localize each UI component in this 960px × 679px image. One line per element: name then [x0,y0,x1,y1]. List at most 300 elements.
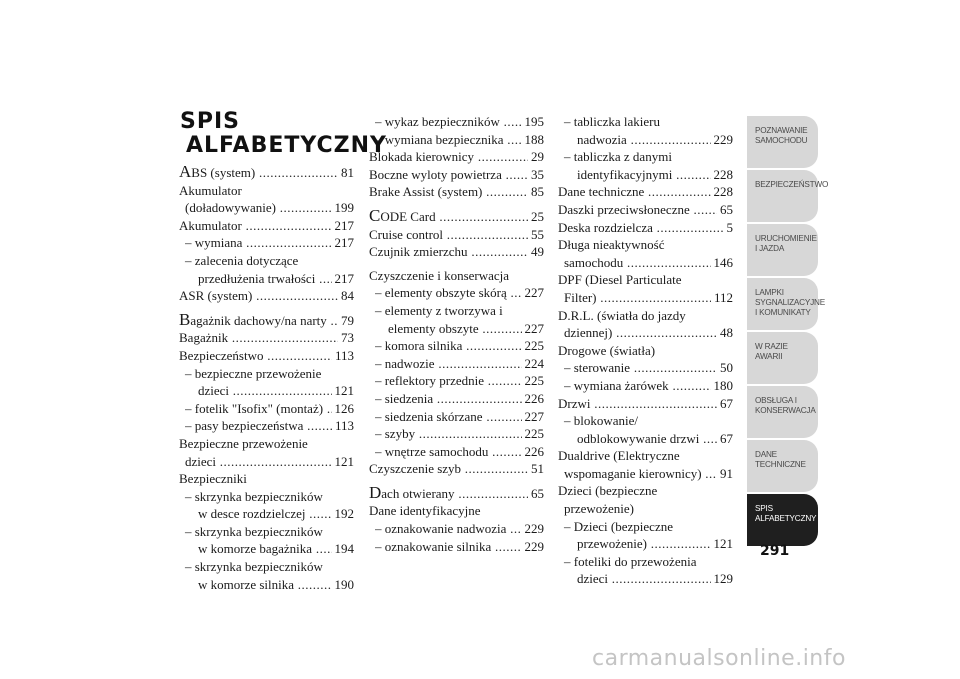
index-entry-label: Dane techniczne [558,184,645,200]
index-page-ref: 225 [524,426,544,442]
index-entry [369,226,544,244]
index-entry-head: Dzieci (bezpieczne [558,483,658,499]
index-entry-leader [558,183,711,201]
index-entry-row [179,311,354,330]
index-page-ref: 113 [334,418,354,434]
index-entry-leader [369,243,528,261]
index-entry [369,484,544,503]
index-entry-head: – foteliki do przewożenia [564,553,697,569]
index-entry-row [369,538,544,556]
index-entry [369,372,544,390]
index-page-ref: 180 [713,377,733,393]
index-entry-label: nadwozia [577,131,627,147]
index-entry-label: – reflektory przednie [375,373,485,389]
index-page-ref: 227 [524,320,544,336]
index-entry-row [558,535,733,553]
index-page-ref: 226 [524,390,544,406]
index-entry-leader [185,400,332,418]
index-page-ref: 190 [334,576,354,592]
index-page-ref: 65 [531,485,544,501]
index-entry-row [369,226,544,244]
index-entry-leader [375,113,522,131]
index-entry-label: w komorze bagażnika [198,541,313,557]
index-entry-leader [179,347,332,365]
index-entry-row [369,183,544,201]
index-entry-row [369,408,544,426]
index-page-ref: 224 [524,355,544,371]
index-entry-label: – wymiana [185,235,243,251]
index-page-ref: 67 [720,430,733,446]
index-entry-label: – wykaz bezpieczników [375,114,500,129]
index-entry-leader [198,270,332,288]
index-entry [179,252,354,287]
index-entry-row [558,377,733,395]
index-entry-head: Akumulator [179,182,242,198]
index-page-ref: 91 [720,465,733,481]
index-page-ref: 51 [531,461,544,477]
index-entry-row [179,347,354,365]
index-entry [369,243,544,261]
index-entry-head: Czyszczenie i konserwacja [369,267,510,283]
index-entry [179,287,354,305]
index-column-2 [369,113,544,555]
index-entry-label: Boczne wyloty powietrza [369,166,502,182]
index-entry [558,518,733,553]
index-entry [558,553,733,588]
index-page-ref: 227 [524,408,544,424]
index-page-ref: 73 [341,330,354,346]
index-entry [558,359,733,377]
index-entry [179,217,354,235]
index-entry [179,488,354,523]
index-entry-leader [185,234,332,252]
index-entry-row [558,183,733,201]
index-entry-leader [375,390,522,408]
index-entry-row [179,287,354,305]
index-entry-leader [179,287,338,305]
index-page-ref: 121 [713,536,733,552]
index-entry-label: – siedzenia [375,390,434,406]
index-page-ref: 79 [341,312,354,328]
index-entry-head: – tabliczka z danymi [564,149,672,165]
index-entry [179,523,354,558]
index-entry [369,425,544,443]
index-entry [369,520,544,538]
index-column-3 [558,113,733,588]
index-page-ref: 81 [341,165,354,180]
index-page-ref: 29 [531,149,544,165]
index-entry-leader [185,199,332,217]
index-entry-leader [179,217,332,235]
index-entry-label: Filter) [564,289,597,305]
index-entry-row [558,570,733,588]
index-entry-leader [198,505,332,523]
index-entry [369,538,544,556]
index-entry-leader [564,324,717,342]
index-entry-leader [388,320,522,338]
index-page-ref: 121 [334,453,354,469]
index-page-ref: 199 [334,200,354,216]
index-drop-letter: B [179,310,191,329]
chapter-tab[interactable]: DANE TECHNICZNE [747,440,818,492]
index-entry-row [558,201,733,219]
index-entry [558,236,733,271]
index-page-ref: 48 [720,325,733,341]
index-entry-label: ASR (system) [179,288,253,304]
index-entry-row [369,520,544,538]
watermark: carmanualsonline.info [592,646,846,671]
index-entry-row [369,166,544,184]
index-entry-head: – bezpieczne przewożenie [185,365,322,381]
index-entry-head: Drogowe (światła) [558,342,656,358]
page-number: 291 [760,543,790,559]
index-entry-leader [558,219,724,237]
index-entry-row [179,382,354,400]
index-entry-leader [179,329,338,347]
index-entry [369,267,544,285]
index-page-ref: 25 [531,208,544,224]
index-entry-row [369,131,544,149]
index-entry [558,377,733,395]
index-page-ref: 67 [720,395,733,411]
index-entry-row [369,148,544,166]
index-entry [558,307,733,342]
index-entry [558,395,733,413]
index-entry-label: Bezpieczeństwo [179,347,264,363]
index-entry [179,417,354,435]
index-page-ref: 129 [713,571,733,587]
index-entry-leader [369,460,528,478]
index-entry-label: – wymiana bezpiecznika [375,131,504,147]
index-entry-label: Akumulator [179,217,242,233]
index-page-ref: 84 [341,288,354,304]
index-entry-row [179,453,354,471]
index-entry-label: elementy obszyte [388,320,479,336]
title-line-2: ALFABETYCZNY [186,133,387,158]
index-entry-label: w komorze silnika [198,576,295,592]
index-page-ref: 85 [531,184,544,200]
index-entry-head: – zalecenia dotyczące [185,252,299,268]
index-entry-row [179,400,354,418]
index-entry-leader [375,520,522,538]
index-drop-letter: A [179,163,192,181]
index-page-ref: 217 [334,217,354,233]
index-entry-leader [564,289,711,307]
index-page-ref: 194 [334,541,354,557]
index-entry-head: DPF (Diesel Particulate [558,272,682,288]
index-entry [179,365,354,400]
index-page-ref: 5 [726,219,733,235]
index-entry [369,113,544,131]
index-page-ref: 126 [334,400,354,416]
index-entry [369,337,544,355]
index-entry-row [369,355,544,373]
index-entry-label: przedłużenia trwałości [198,270,316,286]
index-entry-label: Brake Assist (system) [369,184,483,200]
chapter-tab[interactable]: POZNAWANIE SAMOCHODU [747,116,818,168]
index-entry-head: Dane identyfikacyjne [369,503,481,519]
index-page-ref: 228 [713,166,733,182]
index-entry-label: Cruise control [369,226,444,242]
index-page-ref: 229 [713,131,733,147]
index-entry-label: Deska rozdzielcza [558,219,653,235]
index-entry-row [558,465,733,483]
index-entry-label: – oznakowanie silnika [375,538,492,554]
chapter-tab[interactable]: LAMPKI SYGNALIZACYJNE I KOMUNIKATY [747,278,818,330]
index-entry-head: – skrzynka bezpieczników [185,523,323,539]
index-entry-head: Dualdrive (Elektryczne [558,448,680,464]
index-entry-label: odblokowywanie drzwi [577,430,700,446]
chapter-tab[interactable]: SPIS ALFABETYCZNY [747,494,818,546]
index-entry-leader [564,359,717,377]
index-entry-label: ach otwierany [381,485,455,501]
index-entry-label: dziennej) [564,325,613,341]
index-entry [558,412,733,447]
index-entry-row [558,131,733,149]
index-entry-leader [564,377,711,395]
index-entry-leader [558,395,717,413]
index-entry-label: – sterowanie [564,360,631,376]
index-entry-leader [375,355,522,373]
index-page-ref: 229 [524,521,544,537]
index-entry-label: Blokada kierownicy [369,149,475,165]
index-entry-head: Długa nieaktywność [558,237,665,253]
index-entry [558,342,733,360]
index-entry-row [369,284,544,302]
index-page-ref: 225 [524,338,544,354]
index-entry [179,470,354,488]
index-entry-label: BS (system) [191,165,256,180]
index-entry-label: – szyby [375,426,416,442]
index-entry [558,148,733,183]
index-page-ref: 217 [334,235,354,251]
index-entry [369,355,544,373]
index-page-ref: 113 [334,347,354,363]
chapter-tab[interactable]: URUCHOMIENIE I JAZDA [747,224,818,276]
index-entry-label: przewożenie) [577,536,648,552]
index-entry [558,201,733,219]
index-entry [558,482,733,517]
index-entry [369,207,544,226]
index-entry-leader [375,408,522,426]
index-entry-label: – wymiana żarówek [564,377,669,393]
index-entry-row [179,540,354,558]
index-entry [558,113,733,148]
index-entry [558,219,733,237]
index-entry-row [369,425,544,443]
index-entry [558,447,733,482]
index-entry-head: – skrzynka bezpieczników [185,488,323,504]
index-entry [179,311,354,330]
index-entry-leader [369,484,528,503]
index-entry-leader [185,453,332,471]
index-entry-leader [369,207,528,226]
index-column-1 [179,163,354,593]
index-entry [369,302,544,337]
index-entry-row [558,254,733,272]
index-entry-leader [577,131,711,149]
index-entry-label: dzieci [185,453,217,469]
index-entry [369,460,544,478]
index-entry [558,183,733,201]
index-entry-label: – pasy bezpieczeństwa [185,418,304,434]
index-page-ref: 226 [524,443,544,459]
index-entry-leader [369,148,528,166]
index-entry-label: Bagażnik [179,330,229,346]
page-title [180,109,387,158]
index-entry [369,148,544,166]
index-entry-label: – oznakowanie nadwozia [375,521,507,537]
index-entry-row [558,166,733,184]
index-page-ref: 192 [334,506,354,522]
index-entry-leader [375,337,522,355]
index-entry-leader [375,372,522,390]
index-entry-label: identyfikacyjnymi [577,166,673,182]
index-entry-row [369,484,544,503]
index-entry [369,408,544,426]
index-entry-row [179,199,354,217]
index-entry-leader [369,166,528,184]
index-page-ref: 195 [524,114,544,129]
index-entry-row [179,505,354,523]
chapter-tabs [747,116,829,548]
index-entry-label: ODE Card [380,208,436,224]
index-entry-head: – tabliczka lakieru [564,114,661,129]
index-entry-head: – Dzieci (bezpieczne [564,518,673,534]
index-entry-label: Drzwi [558,395,591,411]
index-entry [179,234,354,252]
index-entry [558,271,733,306]
index-entry-row [558,324,733,342]
index-page-ref: 225 [524,373,544,389]
index-entry-leader [375,284,522,302]
index-entry-row [369,390,544,408]
index-drop-letter: D [369,483,382,502]
index-page-ref: 35 [531,166,544,182]
index-entry-head-cont: przewożenie) [564,501,635,517]
index-entry-row [558,395,733,413]
index-page-ref: 188 [524,131,544,147]
index-entry [179,558,354,593]
index-entry [369,443,544,461]
index-entry-row [558,430,733,448]
chapter-tab[interactable]: W RAZIE AWARII [747,332,818,384]
index-entry-label: – fotelik "Isofix" (montaż) [185,400,324,416]
index-page-ref: 228 [713,184,733,200]
index-entry-label: (doładowywanie) [185,200,276,216]
index-page-ref: 229 [524,538,544,554]
index-entry-leader [185,417,332,435]
index-entry-leader [375,538,522,556]
index-entry-label: Czujnik zmierzchu [369,244,468,260]
index-entry-leader [577,430,717,448]
index-entry-row [558,219,733,237]
index-entry [369,166,544,184]
index-entry-label: dzieci [577,571,609,587]
index-entry-label: dzieci [198,383,230,399]
index-entry-label: – wnętrze samochodu [375,443,489,459]
index-entry-label: Daszki przeciwsłoneczne [558,201,690,217]
index-entry-leader [558,201,717,219]
index-entry-leader [179,311,338,330]
index-entry-label: – siedzenia skórzane [375,408,483,424]
index-entry-row [558,359,733,377]
index-entry-leader [369,226,528,244]
index-entry-leader [375,131,522,149]
index-entry-leader [375,425,522,443]
index-entry-leader [577,570,711,588]
index-entry [179,435,354,470]
index-page-ref: 121 [334,383,354,399]
index-entry-head: D.R.L. (światła do jazdy [558,307,686,323]
index-entry-head: – elementy z tworzywa i [375,302,503,318]
index-entry [369,502,544,520]
index-page-ref: 146 [713,254,733,270]
index-entry-leader [564,465,717,483]
index-entry-row [179,576,354,594]
index-drop-letter: C [369,206,381,225]
index-entry-label: wspomaganie kierownicy) [564,465,702,481]
index-entry [369,131,544,149]
index-entry [369,390,544,408]
index-entry-row [369,243,544,261]
index-page-ref: 65 [720,201,733,217]
index-entry-row [369,320,544,338]
index-entry-label: – nadwozie [375,355,435,371]
index-entry-leader [198,540,332,558]
index-entry-head: Bezpieczne przewożenie [179,435,308,451]
index-entry-label: samochodu [564,254,624,270]
index-page-ref: 112 [713,289,733,305]
index-entry-row [558,289,733,307]
index-entry-row [369,372,544,390]
index-entry-row [369,337,544,355]
chapter-tab[interactable]: OBSŁUGA I KONSERWACJA [747,386,818,438]
index-entry-label: – elementy obszyte skórą [375,285,507,301]
index-entry-leader [577,166,711,184]
index-entry [179,163,354,182]
index-entry-label: agażnik dachowy/na narty [190,312,327,328]
index-entry-row [369,113,544,131]
index-entry [369,183,544,201]
index-entry-row [179,217,354,235]
index-entry-row [179,234,354,252]
index-entry [179,400,354,418]
index-entry-row [369,443,544,461]
chapter-tab[interactable]: BEZPIECZEŃSTWO [747,170,818,222]
index-entry-row [179,270,354,288]
index-entry-label: w desce rozdzielczej [198,506,306,522]
index-page-ref: 49 [531,244,544,260]
index-entry-leader [375,443,522,461]
index-entry-row [179,417,354,435]
index-page-ref: 217 [334,270,354,286]
index-entry-row [369,207,544,226]
title-line-1: SPIS [180,109,240,134]
index-page-ref: 50 [720,360,733,376]
index-entry-leader [369,183,528,201]
index-page-ref: 227 [524,285,544,301]
index-entry-leader [198,382,332,400]
index-entry-leader [198,576,332,594]
index-entry [179,182,354,217]
index-entry-leader [577,535,711,553]
index-entry-head: – skrzynka bezpieczników [185,559,323,575]
index-entry-row [369,460,544,478]
index-entry [369,284,544,302]
index-entry-label: – komora silnika [375,338,463,354]
index-entry-row [179,163,354,182]
